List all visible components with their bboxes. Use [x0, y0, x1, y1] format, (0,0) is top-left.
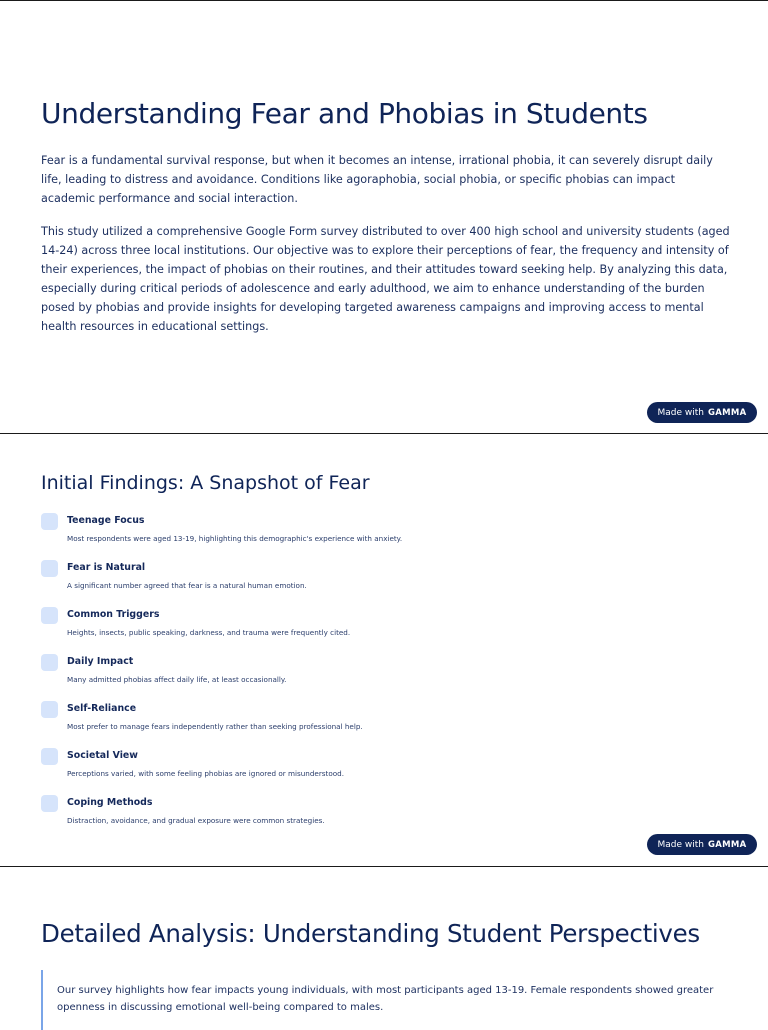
finding-item-fear-is-natural	[41, 559, 721, 599]
checkbox-icon	[41, 701, 58, 718]
made-with-gamma-button[interactable]	[647, 834, 757, 855]
analysis-title: Detailed Analysis: Understanding Student Perspectives	[41, 919, 700, 948]
slide-analysis	[0, 867, 768, 1024]
finding-description: Heights, insects, public speaking, darkness, and trauma were frequently cited.	[67, 628, 351, 637]
finding-title: Societal View	[67, 750, 138, 761]
checkbox-icon	[41, 748, 58, 765]
finding-title: Coping Methods	[67, 797, 153, 808]
finding-description: Most prefer to manage fears independently rather than seeking professional help.	[67, 722, 363, 731]
finding-description: Most respondents were aged 13-19, highlighting this demographic's experience with anxiety.	[67, 534, 403, 543]
badge-prefix: Made with	[657, 839, 704, 850]
finding-item-teenage-focus	[41, 512, 721, 552]
finding-item-common-triggers	[41, 606, 721, 646]
finding-description: A significant number agreed that fear is a natural human emotion.	[67, 581, 307, 590]
badge-prefix: Made with	[657, 407, 704, 418]
gamma-logo: GAMMA	[707, 407, 747, 418]
finding-description: Many admitted phobias affect daily life, at least occasionally.	[67, 675, 287, 684]
finding-description: Distraction, avoidance, and gradual exposure were common strategies.	[67, 816, 325, 825]
finding-item-self-reliance	[41, 700, 721, 740]
page-title: Understanding Fear and Phobias in Students	[41, 97, 648, 130]
finding-item-societal-view	[41, 747, 721, 787]
study-paragraph: This study utilized a comprehensive Google Form survey distributed to over 400 high school and university students (aged 14-24) across three local institutions. Our objective was to explore their perceptions of fear, the frequency and intensity of their experiences, the impact of phobias on their routines, and their attitudes toward seeking help. By analyzing this data, especially during critical periods of adolescence and early adulthood, we aim to enhance understanding of the burden posed by phobias and provide insights for developing targeted awareness campaigns and improving access to mental health resources in educational settings.	[41, 225, 730, 333]
slide-findings	[0, 434, 768, 866]
finding-title: Daily Impact	[67, 656, 134, 667]
finding-title: Self-Reliance	[67, 703, 137, 714]
finding-item-coping-methods	[41, 794, 721, 834]
checkbox-icon	[41, 513, 58, 530]
analysis-quote: Our survey highlights how fear impacts young individuals, with most participants aged 13-19. Female respondents showed greater openness in discussing emotional well-being compared to males.	[41, 970, 741, 1030]
checkbox-icon	[41, 795, 58, 812]
made-with-gamma-button[interactable]	[647, 402, 757, 423]
finding-title: Fear is Natural	[67, 562, 146, 573]
finding-item-daily-impact	[41, 653, 721, 693]
findings-title: Initial Findings: A Snapshot of Fear	[41, 472, 370, 494]
intro-paragraph: Fear is a fundamental survival response, but when it becomes an intense, irrational phobia, it can severely disrupt daily life, leading to distress and avoidance. Conditions like agoraphobia, social phobia, or specific phobias can impact academic performance and social interaction.	[41, 154, 713, 205]
checkbox-icon	[41, 560, 58, 577]
slide-intro	[0, 1, 768, 433]
finding-title: Teenage Focus	[67, 515, 145, 526]
checkbox-icon	[41, 607, 58, 624]
checkbox-icon	[41, 654, 58, 671]
finding-description: Perceptions varied, with some feeling phobias are ignored or misunderstood.	[67, 769, 344, 778]
finding-title: Common Triggers	[67, 609, 160, 620]
gamma-logo: GAMMA	[707, 839, 747, 850]
